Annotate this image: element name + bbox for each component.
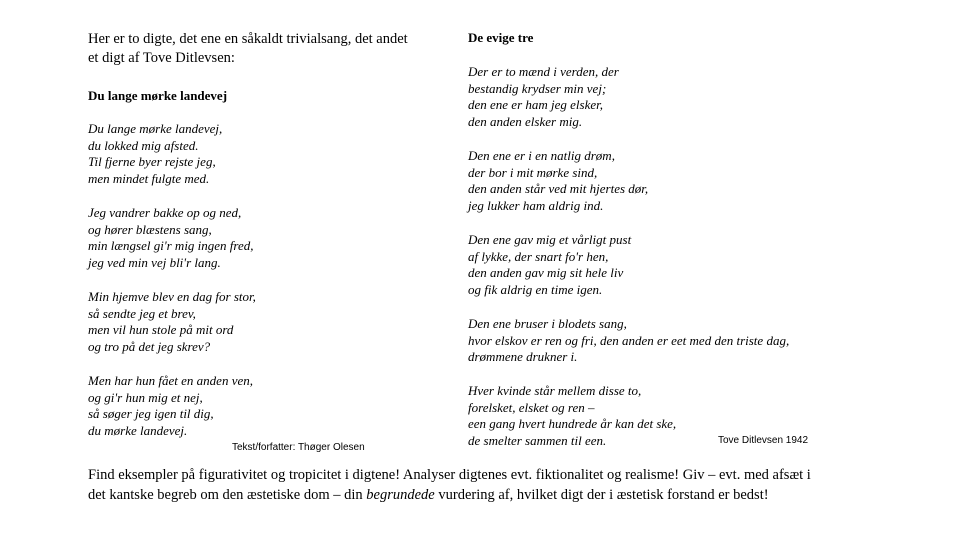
poem-line: og gi'r hun mig et nej, xyxy=(88,389,203,405)
poem-line: Der er to mænd i verden, der xyxy=(468,64,619,79)
poem1-title: Du lange mørke landevej xyxy=(88,88,228,103)
poem1-stanza-3 xyxy=(88,289,256,355)
intro-text: Her er to digte, det ene en såkaldt trivialsang, det andet et digt af Tove Ditlevsen: xyxy=(88,31,408,66)
poem2-stanza-4 xyxy=(468,316,789,366)
poem1-credit: Tekst/forfatter: Thøger Olesen xyxy=(232,442,365,453)
poem-line: Den ene er i en natlig drøm, xyxy=(468,148,615,163)
poem-line: den anden elsker mig. xyxy=(468,113,583,129)
poem1-stanza-2 xyxy=(88,205,254,271)
poem-line: een gang hvert hundrede år kan det ske, xyxy=(468,416,677,431)
poem-line: men vil hun stole på mit ord xyxy=(88,322,234,337)
assignment-text-part2: vurdering af, hvilket digt der i æstetisk forstand er bedst! xyxy=(434,486,769,503)
poem-line: Men har hun fået en anden ven, xyxy=(88,373,253,388)
poem1-stanza-4 xyxy=(88,373,253,439)
poem-line: min længsel gi'r mig ingen fred, xyxy=(88,238,254,253)
poem-line: så sendte jeg et brev, xyxy=(88,305,196,321)
poem-line: der bor i mit mørke sind, xyxy=(468,164,598,180)
poem-line: den ene er ham jeg elsker, xyxy=(468,97,604,112)
poem2-credit: Tove Ditlevsen 1942 xyxy=(718,435,809,446)
poem-line: Du lange mørke landevej, xyxy=(88,121,223,136)
poem2-stanza-2 xyxy=(468,148,648,214)
poem-line: og tro på det jeg skrev? xyxy=(88,338,211,354)
poem-line: og hører blæstens sang, xyxy=(88,221,212,237)
poem-line: så søger jeg igen til dig, xyxy=(88,406,214,421)
poem2-stanza-5 xyxy=(468,383,676,449)
poem-line: Til fjerne byer rejste jeg, xyxy=(88,154,216,169)
poem-line: og fik aldrig en time igen. xyxy=(468,281,603,297)
poem2-stanza-3 xyxy=(468,232,631,298)
poem-line: Den ene gav mig et vårligt pust xyxy=(468,232,632,247)
poem-line: jeg ved min vej bli'r lang. xyxy=(88,254,221,270)
poem-line: af lykke, der snart fo'r hen, xyxy=(468,248,609,264)
poem2-title: De evige tre xyxy=(468,30,534,45)
poem-line: men mindet fulgte med. xyxy=(88,170,210,186)
poem-line: Min hjemve blev en dag for stor, xyxy=(88,289,256,304)
assignment-text xyxy=(88,466,828,505)
poem-line: bestandig krydser min vej; xyxy=(468,80,607,96)
assignment-text-part1: Find eksempler på figurativitet og tropicitet i digtene! Analyser digtenes evt. fiktionalitet og realisme! Giv – evt. med afsæt i det kantske begreb om den æstetiske dom – din xyxy=(88,467,811,503)
poem-line: den anden står ved mit hjertes dør, xyxy=(468,181,649,196)
poem-line: hvor elskov er ren og fri, den anden er eet med den triste dag, xyxy=(468,332,790,348)
poem-line: den anden gav mig sit hele liv xyxy=(468,265,624,280)
poem2-stanza-1 xyxy=(468,64,619,130)
poem-line: du lokked mig afsted. xyxy=(88,137,199,153)
poem-line: du mørke landevej. xyxy=(88,422,188,438)
poem-line: jeg lukker ham aldrig ind. xyxy=(468,197,604,213)
poem-line: Hver kvinde står mellem disse to, xyxy=(468,383,642,398)
poem-line: forelsket, elsket og ren – xyxy=(468,399,595,415)
poem-line: drømmene drukner i. xyxy=(468,349,578,364)
assignment-emphasis: begrundede xyxy=(366,486,435,503)
poem-line: de smelter sammen til een. xyxy=(468,432,607,448)
poem-line: Den ene bruser i blodets sang, xyxy=(468,316,627,331)
poem1-stanza-1 xyxy=(88,121,222,187)
poem-line: Jeg vandrer bakke op og ned, xyxy=(88,205,242,220)
